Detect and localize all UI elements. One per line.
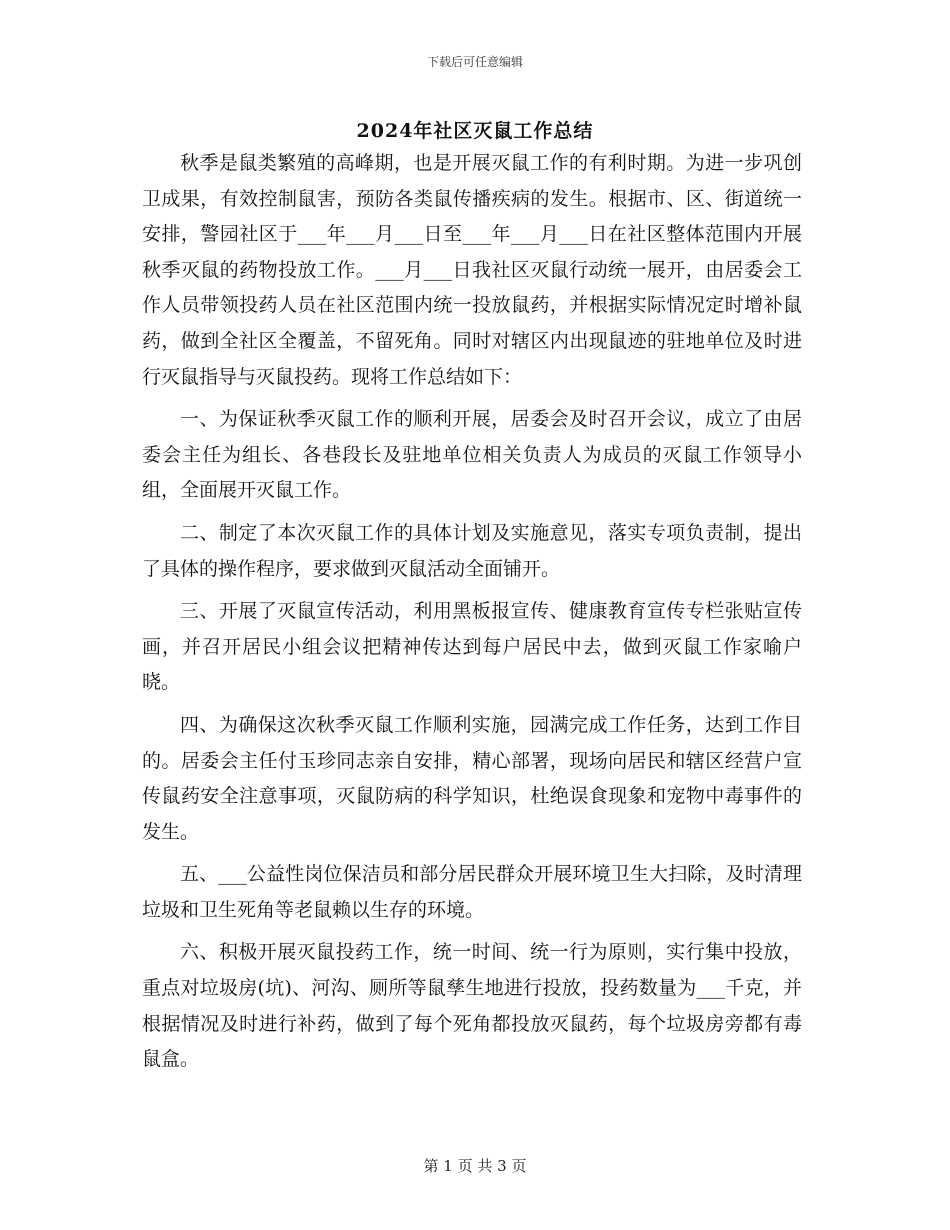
document-body (142, 146, 802, 1085)
document-title: 2024年社区灭鼠工作总结 (356, 120, 594, 142)
paragraph-3: 三、开展了灭鼠宣传活动，利用黑板报宣传、健康教育宣传专栏张贴宣传画，并召开居民小组会议把精神传达到每户居民中去，做到灭鼠工作家喻户晓。 (142, 600, 802, 694)
paragraph-5: 五、___公益性岗位保洁员和部分居民群众开展环境卫生大扫除，及时清理垃圾和卫生死角等老鼠赖以生存的环境。 (142, 863, 802, 921)
page-footer: 第 1 页 共 3 页 (423, 1157, 527, 1175)
paragraph-intro: 秋季是鼠类繁殖的高峰期，也是开展灭鼠工作的有利时期。为进一步巩创卫成果，有效控制鼠害，预防各类鼠传播疾病的发生。根据市、区、街道统一安排，警园社区于___年___月___日至___年___月___日在社区整体范围内开展秋季灭鼠的药物投放工作。___月___日我社区灭鼠行动统一展开，由居委会工作人员带领投药人员在社区范围内统一投放鼠药，并根据实际情况定时增补鼠药，做到全社区全覆盖，不留死角。同时对辖区内出现鼠迹的驻地单位及时进行灭鼠指导与灭鼠投药。现将工作总结如下： (142, 152, 802, 388)
paragraph-4: 四、为确保这次秋季灭鼠工作顺利实施，园满完成工作任务，达到工作目的。居委会主任付玉珍同志亲自安排，精心部署，现场向居民和辖区经营户宣传鼠药安全注意事项，灭鼠防病的科学知识，杜绝误食现象和宠物中毒事件的发生。 (142, 713, 802, 843)
paragraph-2: 二、制定了本次灭鼠工作的具体计划及实施意见，落实专项负责制，提出了具体的操作程序，要求做到灭鼠活动全面铺开。 (142, 521, 802, 580)
header-note: 下载后可任意编辑 (426, 55, 523, 69)
paragraph-1: 一、为保证秋季灭鼠工作的顺利开展，居委会及时召开会议，成立了由居委会主任为组长、各巷段长及驻地单位相关负责人为成员的灭鼠工作领导小组，全面展开灭鼠工作。 (142, 408, 802, 502)
paragraph-6: 六、积极开展灭鼠投药工作，统一时间、统一行为原则，实行集中投放，重点对垃圾房(坑)、河沟、厕所等鼠孳生地进行投放，投药数量为___千克，并根据情况及时进行补药，做到了每个死角都投放灭鼠药，每个垃圾房旁都有毒鼠盒。 (142, 941, 802, 1071)
